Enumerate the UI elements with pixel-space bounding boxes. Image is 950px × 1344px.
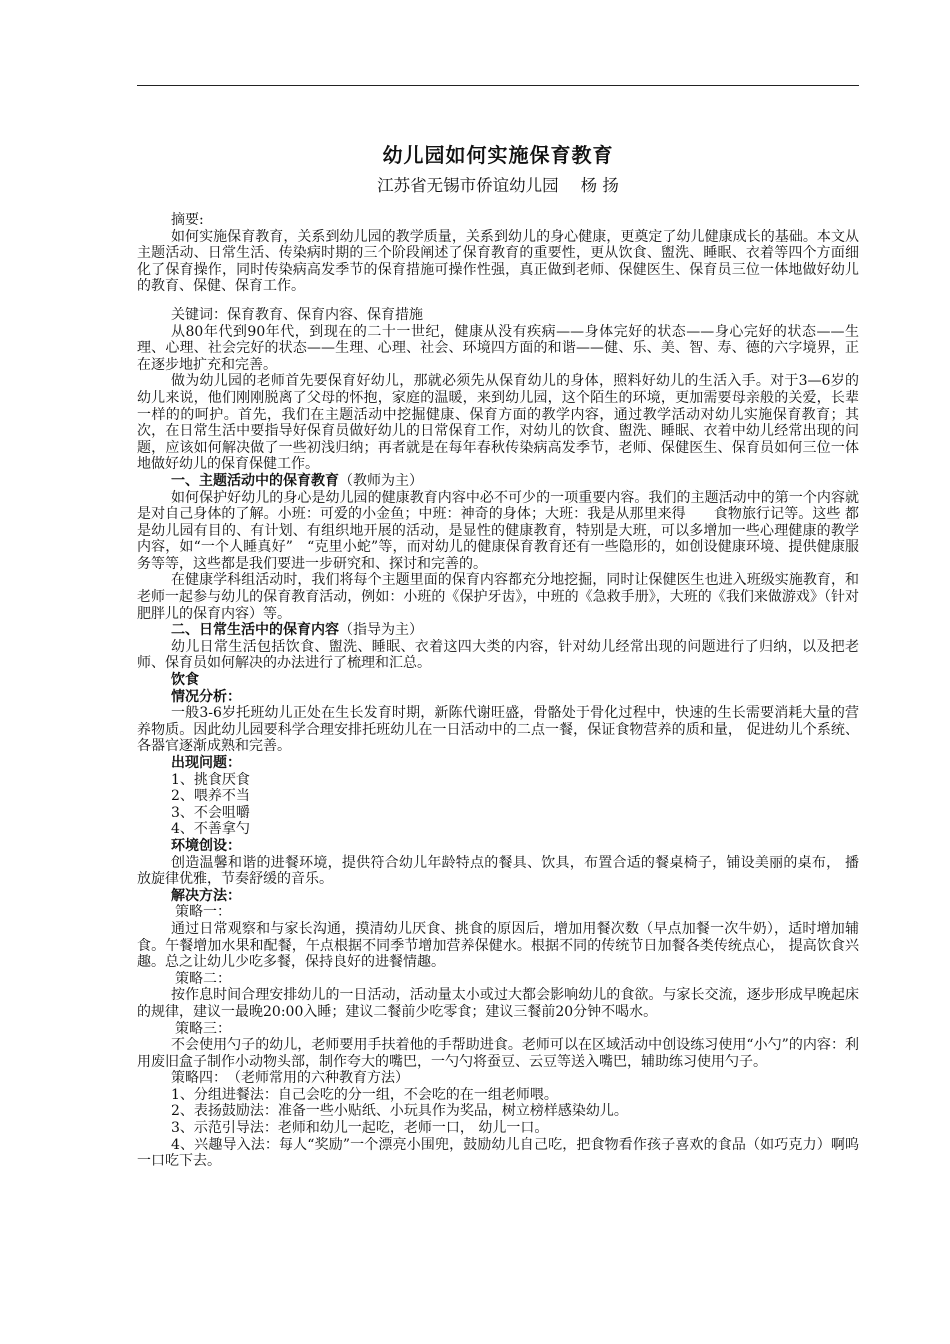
header-rule [137,85,859,86]
author-line [137,175,859,197]
strategy-1-label: 策略一： [175,904,231,921]
strategy-3-label: 策略三： [175,1020,231,1037]
strategy-4-label: 策略四： （老师常用的六种教育方法） [171,1070,409,1087]
document-page [137,142,859,1170]
diet-heading: 饮食 [171,672,199,689]
section-2-note: （指导为主） [339,622,423,639]
section-2-heading [137,622,859,639]
strategy-2-text: 按作息时间合理安排幼儿的一日活动，活动量太小或过大都会影响幼儿的食欲。与家长交流，逐步形成早晚起床的规律，建议一最晚20:00入睡；建议二餐前少吃零食；建议三餐前20分钟不喝水。 [137,987,859,1020]
method-item: 2、表扬鼓励法：准备一些小贴纸、小玩具作为奖品，树立榜样感染幼儿。 [171,1103,628,1120]
environment-heading: 环境创设： [171,837,241,854]
abstract-text: 如何实施保育教育，关系到幼儿园的教学质量，关系到幼儿的身心健康，更奠定了幼儿健康成长的基础。本文从主题活动、日常生活、传染病时期的三个阶段阐述了保育教育的重要性，更从饮食、盥洗、睡眠、衣着等四个方面细化了保育操作，同时传染病高发季节的保育措施可操作性强，真正做到老师、保健医生、保育员三位一体地做好幼儿的教育、保健、保育工作。 [137,228,859,295]
method-item: 1、分组进餐法：自己会吃的分一组，不会吃的在一组老师喂。 [171,1086,558,1103]
environment-text: 创造温馨和谐的进餐环境，提供符合幼儿年龄特点的餐具、饮具，布置合适的餐桌椅子，铺设美丽的桌布， 播放旋律优雅，节奏舒缓的音乐。 [137,854,859,888]
section-1-note: （教师为主） [339,472,423,489]
section-1-paragraph-1: 如何保护好幼儿的身心是幼儿园的健康教育内容中必不可少的一项重要内容。我们的主题活动中的第一个内容就是对自己身体的了解。小班：可爱的小金鱼；中班：神奇的身体；大班：我是从那里来得 食物旅行记等。这些 都是幼儿园有目的、有计划、有组织地开展的活动，是显性的健康教育，特别是大班，可以多增加一些心理健康的教学内容，如“一个人睡真好” “克里小蛇”等，而对幼儿的健康保育教育还有一些隐形的，如创设健康环境、提供健康服务等等，这些都是我们要进一步研究和、探讨和完善的。 [137,489,859,572]
section-1-heading [137,473,859,490]
section-1-title: 一、主题活动中的保育教育 [171,472,339,489]
keywords: 关键词：保育教育、保育内容、保育措施 [171,306,423,323]
author-name: 杨 扬 [580,176,619,195]
problem-item: 3、不会咀嚼 [171,804,250,821]
problem-item: 4、不善拿勺 [171,821,250,838]
problem-item: 1、挑食厌食 [171,771,250,788]
problems-heading: 出现问题： [171,755,241,771]
abstract-label: 摘要: [171,212,204,228]
solution-heading: 解决方法： [171,887,241,904]
situation-text: 一般3-6岁托班幼儿正处在生长发育时期，新陈代谢旺盛，骨骼处于骨化过程中，快速的生长需要消耗大量的营养物质。因此幼儿园要科学合理安排托班幼儿在一日活动中的二点一餐，保证食物营养的质和量， 促进幼儿个系统、各器官逐渐成熟和完善。 [137,705,859,755]
intro-paragraph-2: 做为幼儿园的老师首先要保育好幼儿，那就必须先从保育幼儿的身体，照料好幼儿的生活入手。对于3—6岁的幼儿来说，他们刚刚脱离了父母的怀抱，家庭的温暖，来到幼儿园，这个陌生的环境，更加需要母亲般的关爱，长辈一样的的呵护。首先，我们在主题活动中挖掘健康、保育方面的教学内容，通过教学活动对幼儿实施保育教育；其次，在日常生活中要指导好保育员做好幼儿的日常保育工作，对幼儿的饮食、盥洗、睡眠、衣着中幼儿经常出现的问题，应该如何解决做了一些初浅归纳；再者就是在每年春秋传染病高发季节，老师、保健医生、保育员如何三位一体地做好幼儿的保育保健工作。 [137,373,859,473]
intro-paragraph-1: 从80年代到90年代，到现在的二十一世纪，健康从没有疾病——身体完好的状态——身心完好的状态——生理、心理、社会完好的状态——生理、心理、社会、环境四方面的和谐——健、乐、美、智、寿、德的六字境界，正在逐步地扩充和完善。 [137,323,859,373]
document-title: 幼儿园如何实施保育教育 [382,143,614,167]
strategy-1-text: 通过日常观察和与家长沟通，摸清幼儿厌食、挑食的原因后，增加用餐次数（早点加餐一次牛奶），适时增加辅食。午餐增加水果和配餐，午点根据不同季节增加营养保健水。根据不同的传统节日加餐各类传统点心， 提高饮食兴趣。总之让幼儿少吃多餐，保持良好的进餐情趣。 [137,920,859,971]
section-2-paragraph-1: 幼儿日常生活包括饮食、盥洗、睡眠、衣着这四大类的内容，针对幼儿经常出现的问题进行了归纳，以及把老师、保育员如何解决的办法进行了梳理和汇总。 [137,638,859,672]
author-org: 江苏省无锡市侨谊幼儿园 [377,176,559,195]
strategy-2-label: 策略二： [175,970,231,987]
situation-heading: 情况分析： [171,688,241,705]
strategy-3-text: 不会使用勺子的幼儿，老师要用手扶着他的手帮助进食。老师可以在区域活动中创设练习使用“小勺”的内容：利用废旧盒子制作小动物头部，制作夸大的嘴巴，一勺勺将蚕豆、云豆等送入嘴巴，辅助练习使用勺子。 [137,1037,859,1070]
section-2-title: 二、日常生活中的保育内容 [171,622,339,639]
method-item: 4、兴趣导入法：每人“奖励”一个漂亮小围兜，鼓励幼儿自己吃，把食物看作孩子喜欢的食品（如巧克力）啊呜一口吃下去。 [137,1136,859,1170]
problem-item: 2、喂养不当 [171,788,250,805]
method-item: 3、示范引导法：老师和幼儿一起吃，老师一口， 幼儿一口。 [171,1120,549,1137]
section-1-paragraph-2: 在健康学科组活动时，我们将每个主题里面的保育内容都充分地挖掘，同时让保健医生也进入班级实施教育，和老师一起参与幼儿的保育教育活动，例如：小班的《保护牙齿》，中班的《急救手册》，大班的《我们来做游戏》（针对肥胖儿的保育内容）等。 [137,572,859,622]
